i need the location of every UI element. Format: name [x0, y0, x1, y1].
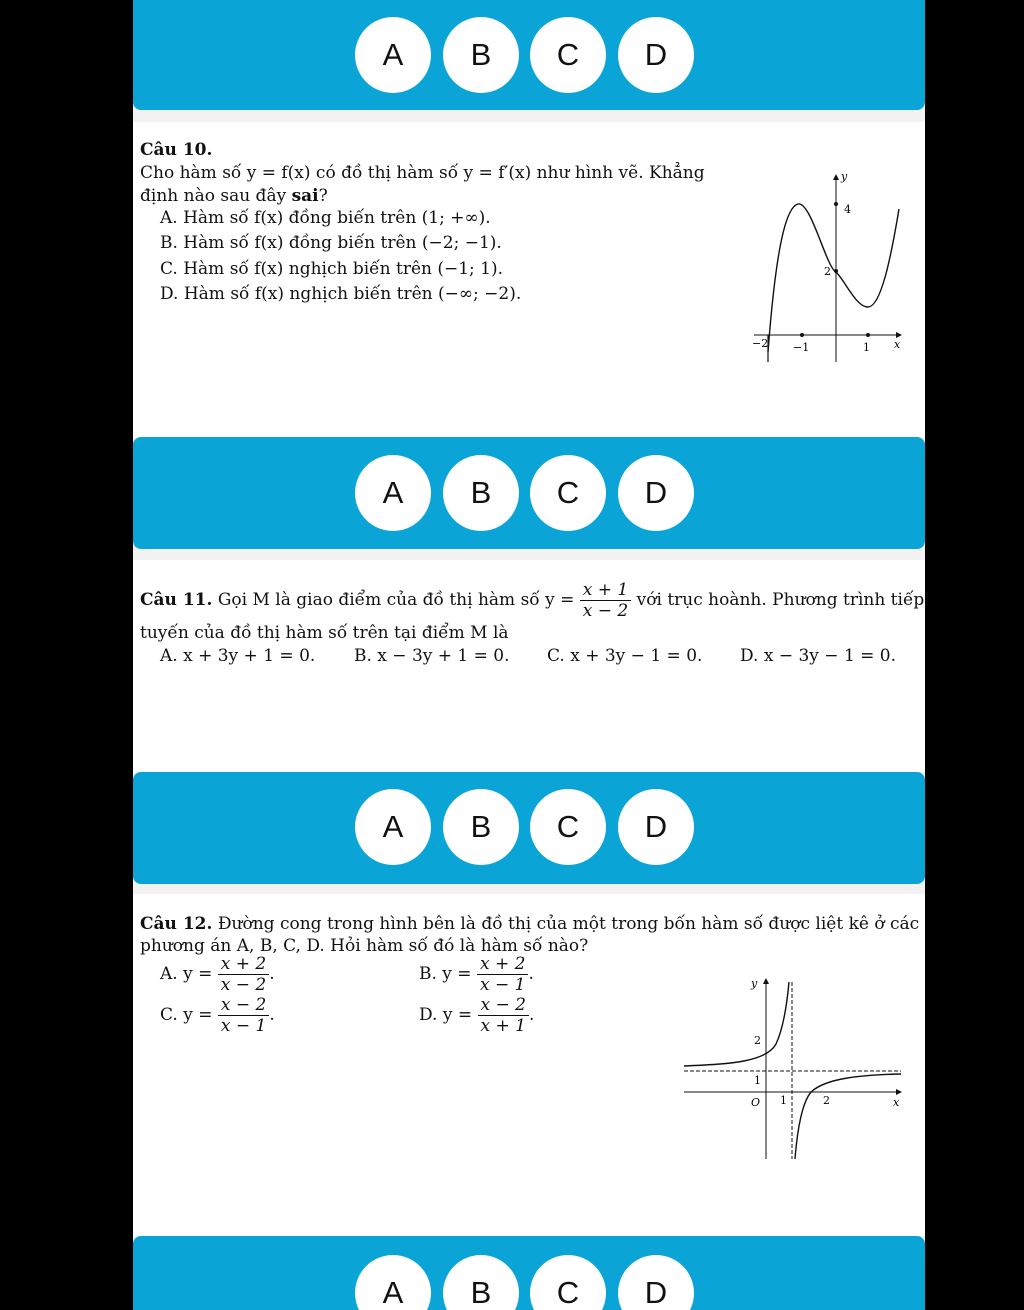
choice-c-button[interactable]: C — [530, 789, 606, 865]
hyperbola-graph — [681, 974, 911, 1164]
tick-y1: 1 — [754, 1074, 761, 1087]
question-10-card — [133, 122, 925, 438]
point-x1 — [866, 333, 870, 337]
answer-11-b: B. x − 3y + 1 = 0. — [354, 646, 510, 666]
answer-10-a: A. Hàm số f(x) đồng biến trên (1; +∞). — [160, 208, 491, 228]
choice-c-button[interactable]: C — [530, 1255, 606, 1310]
question-10-text: Cho hàm số y = f(x) có đồ thị hàm số y = f′(x) như hình vẽ. Khẳng — [140, 163, 705, 183]
answer-12-b: B. y = $\frac{x + 2}{x - 1}$ . — [419, 954, 534, 995]
answer-10-c: C. Hàm số f(x) nghịch biến trên (−1; 1). — [160, 259, 504, 279]
point-y2 — [834, 269, 838, 273]
answer-11-a: A. x + 3y + 1 = 0. — [160, 646, 316, 666]
question-11-text: Câu 11. Gọi M là giao điểm của đồ thị hàm số y = $\frac{x + 1}{x - 2}$ với trục hoành. Phương trình tiếp — [140, 580, 925, 621]
choice-b-button[interactable]: B — [443, 17, 519, 93]
origin-label: O — [751, 1096, 761, 1109]
choice-d-button[interactable]: D — [618, 1255, 694, 1310]
answer-11-d: D. x − 3y − 1 = 0. — [740, 646, 897, 666]
answer-10-d: D. Hàm số f(x) nghịch biến trên (−∞; −2). — [160, 284, 522, 304]
y-axis-label: y — [841, 170, 848, 183]
question-10-label: Câu 10. — [140, 140, 213, 160]
tick-x1: 1 — [863, 341, 870, 354]
derivative-graph — [751, 167, 921, 367]
answer-12-c: C. y = $\frac{x - 2}{x - 1}$ . — [160, 995, 275, 1036]
choice-a-button[interactable]: A — [355, 17, 431, 93]
choice-a-button[interactable]: A — [355, 1255, 431, 1310]
choice-b-button[interactable]: B — [443, 455, 519, 531]
answer-band-4 — [133, 1236, 925, 1310]
answer-band-3 — [133, 772, 925, 884]
tick-xm2: −2 — [752, 337, 769, 350]
choice-d-button[interactable]: D — [618, 455, 694, 531]
tick-y2: 2 — [754, 1034, 761, 1047]
question-12-text-2: phương án A, B, C, D. Hỏi hàm số đó là hàm số nào? — [140, 936, 589, 956]
choice-b-button[interactable]: B — [443, 789, 519, 865]
hyperbola-right-branch — [795, 1074, 901, 1159]
hyperbola-left-branch — [684, 982, 789, 1066]
answer-band-2 — [133, 437, 925, 549]
point-y4 — [834, 202, 838, 206]
answer-12-a: A. y = $\frac{x + 2}{x - 2}$ . — [160, 954, 275, 995]
q11-fraction: $\frac{x + 1}{x - 2}$ — [580, 580, 631, 621]
answer-11-c: C. x + 3y − 1 = 0. — [547, 646, 703, 666]
choice-d-button[interactable]: D — [618, 789, 694, 865]
point-xm1 — [800, 333, 804, 337]
tick-y4: 4 — [844, 203, 851, 216]
tick-x1: 1 — [780, 1094, 787, 1107]
x-axis-label: x — [894, 338, 901, 351]
y-axis-label: y — [751, 977, 758, 990]
choice-b-button[interactable]: B — [443, 1255, 519, 1310]
tick-x2: 2 — [823, 1094, 830, 1107]
answer-10-b: B. Hàm số f(x) đồng biến trên (−2; −1). — [160, 233, 502, 253]
choice-a-button[interactable]: A — [355, 455, 431, 531]
question-10-text-2: định nào sau đây sai? — [140, 186, 328, 206]
question-12-text: Câu 12. Đường cong trong hình bên là đồ thị của một trong bốn hàm số được liệt kê ở các — [140, 914, 920, 934]
question-11-text-2: tuyến của đồ thị hàm số trên tại điểm M là — [140, 623, 509, 643]
choice-d-button[interactable]: D — [618, 17, 694, 93]
tick-y2: 2 — [824, 265, 831, 278]
answer-12-d: D. y = $\frac{x - 2}{x + 1}$ . — [419, 995, 535, 1036]
choice-a-button[interactable]: A — [355, 789, 431, 865]
x-axis-label: x — [893, 1096, 900, 1109]
quiz-page — [133, 0, 925, 1310]
choice-c-button[interactable]: C — [530, 17, 606, 93]
answer-band-1 — [133, 0, 925, 110]
question-12-card — [133, 894, 925, 1236]
choice-c-button[interactable]: C — [530, 455, 606, 531]
tick-xm1: −1 — [793, 341, 810, 354]
derivative-curve — [768, 204, 899, 352]
question-11-card — [133, 560, 925, 772]
